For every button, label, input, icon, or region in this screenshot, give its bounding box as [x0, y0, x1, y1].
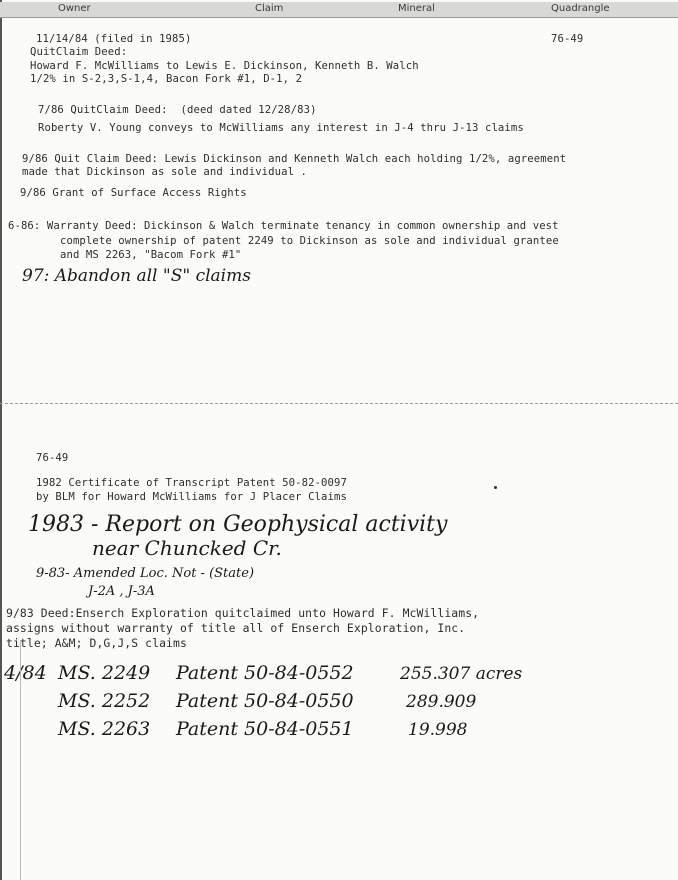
handwritten-acres: 255.307 acres	[400, 664, 523, 684]
handwritten-patent: Patent 50-84-0550	[176, 690, 354, 712]
entry-line: Howard F. McWilliams to Lewis E. Dickinson, Kenneth B. Walch	[30, 60, 419, 72]
handwritten-patent: Patent 50-84-0552	[176, 662, 354, 684]
handwritten-ms: MS. 2249	[58, 662, 151, 684]
entry-line: 1/2% in S-2,3,S-1,4, Bacon Fork #1, D-1, 2	[30, 73, 303, 85]
entry-line: 9/86 Quit Claim Deed: Lewis Dickinson and Kenneth Walch each holding 1/2%, agreement	[22, 153, 567, 165]
handwritten-acres: 289.909	[406, 692, 477, 712]
handwritten-acres: 19.998	[408, 720, 468, 740]
header-quadrangle: Quadrangle	[551, 3, 610, 14]
column-header-bar	[0, 2, 678, 18]
entry-line: 1982 Certificate of Transcript Patent 50-82-0097	[36, 477, 347, 489]
entry-line: assigns without warranty of title all of Enserch Exploration, Inc.	[6, 621, 466, 635]
entry-line: 11/14/84 (filed in 1985)	[36, 33, 192, 45]
handwritten-amended: 9-83- Amended Loc. Not - (State)	[36, 566, 255, 581]
header-owner: Owner	[58, 3, 91, 14]
quad-number-bottom: 76-49	[36, 452, 69, 464]
entry-line: 9/83 Deed:Enserch Exploration quitclaimed unto Howard F. McWilliams,	[6, 606, 480, 620]
handwritten-report: 1983 - Report on Geophysical activity	[28, 512, 448, 537]
entry-line: complete ownership of patent 2249 to Dickinson as sole and individual grantee	[60, 235, 559, 247]
entry-line: by BLM for Howard McWilliams for J Placer Claims	[36, 491, 347, 503]
handwritten-patent-date: 4/84	[4, 662, 47, 684]
entry-line: title; A&M; D,G,J,S claims	[6, 636, 187, 650]
ink-dot	[494, 486, 497, 489]
handwritten-ms: MS. 2252	[58, 690, 151, 712]
handwritten-note-abandon: 97: Abandon all "S" claims	[22, 266, 251, 286]
handwritten-patent: Patent 50-84-0551	[176, 718, 354, 740]
entry-line: and MS 2263, "Bacom Fork #1"	[60, 249, 242, 261]
entry-line: Roberty V. Young conveys to McWilliams any interest in J-4 thru J-13 claims	[38, 122, 524, 134]
handwritten-ms: MS. 2263	[58, 718, 151, 740]
header-claim: Claim	[255, 3, 284, 14]
entry-line: 6-86: Warranty Deed: Dickinson & Walch terminate tenancy in common ownership and vest	[8, 220, 559, 232]
handwritten-report-location: near Chuncked Cr.	[92, 536, 282, 560]
entry-line: 7/86 QuitClaim Deed: (deed dated 12/28/83)	[38, 104, 317, 116]
quad-number-top: 76-49	[551, 33, 584, 45]
entry-line: 9/86 Grant of Surface Access Rights	[20, 187, 247, 199]
header-mineral: Mineral	[398, 3, 435, 14]
entry-line: made that Dickinson as sole and individual .	[22, 166, 308, 178]
entry-line: QuitClaim Deed:	[30, 46, 128, 58]
scan-edge-bottom	[0, 640, 21, 880]
handwritten-amended-claims: J-2A , J-3A	[88, 584, 155, 599]
card-divider	[0, 403, 678, 404]
